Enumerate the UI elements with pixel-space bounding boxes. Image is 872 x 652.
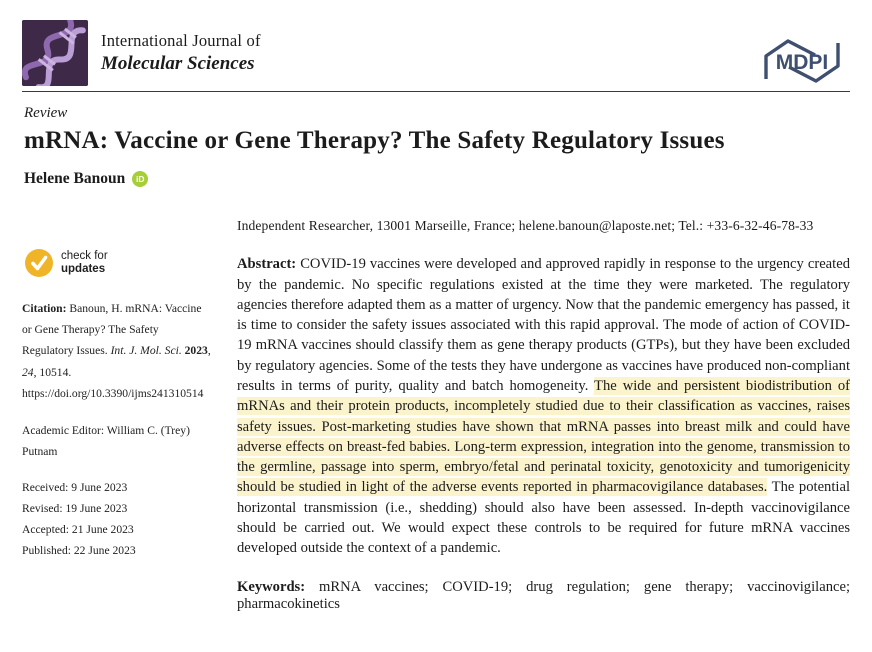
- abstract-text-highlighted: The wide and persistent biodistribution of mRNAs and their protein products, incompletely studied due to their classification as vaccines, raises safety issues. Post-marketing studies have shown that mRNA passes into breast milk and could have adverse effects on breast-fed babies. Long-term expression, integration into the genome, transmission to the germline, passage into sperm, embryo/fetal and perinatal toxicity, genotoxicity and tumorigenicity should be studied in light of the adverse events reported in pharmacovigilance databases.: [237, 377, 850, 496]
- received-date: Received: 9 June 2023: [22, 480, 128, 494]
- academic-editor-block: [22, 420, 213, 462]
- checkmark-icon: [24, 248, 54, 278]
- header-divider: [22, 91, 850, 92]
- journal-name-line2: Molecular Sciences: [101, 53, 255, 74]
- published-date: Published: 22 June 2023: [22, 544, 136, 558]
- mdpi-logo: [760, 38, 844, 84]
- keywords-text: mRNA vaccines; COVID-19; drug regulation; gene therapy; vaccinovigilance; pharmacokinetics: [237, 579, 850, 613]
- keywords-label: Keywords:: [237, 579, 320, 596]
- author-line: [24, 170, 850, 188]
- citation-text: Banoun, H. mRNA: Vaccine or Gene Therapy? The Safety Regulatory Issues.: [22, 302, 202, 358]
- citation-block: Citation: Banoun, H. mRNA: Vaccine or Gene Therapy? The Safety Regulatory Issues. Int. J. Mol. Sci. 2023, 24, 10514. https://doi.org/10.3390/ijms241310514: [22, 302, 211, 400]
- keywords-line: [237, 579, 850, 613]
- author-name: Helene Banoun: [24, 170, 126, 188]
- citation-pages: , 10514.: [33, 365, 72, 379]
- citation-doi-link[interactable]: https://doi.org/10.3390/ijms241310514: [22, 386, 204, 400]
- citation-label: Citation:: [22, 302, 70, 316]
- citation-year: 2023: [184, 344, 208, 358]
- journal-brand: [22, 20, 261, 86]
- content-columns: [22, 218, 850, 613]
- affiliation-line: Independent Researcher, 13001 Marseille, France; helene.banoun@laposte.net; Tel.: +33-6-32-46-78-33: [237, 218, 814, 234]
- svg-text:MDPI: MDPI: [775, 51, 829, 74]
- orcid-icon[interactable]: iD: [132, 171, 148, 187]
- citation-volume: 24: [22, 365, 34, 379]
- academic-editor-label: Academic Editor:: [22, 423, 107, 437]
- journal-header: [22, 20, 850, 86]
- academic-editor-name: William C. (Trey) Putnam: [22, 423, 190, 458]
- page-title: mRNA: Vaccine or Gene Therapy? The Safety Regulatory Issues: [24, 127, 725, 154]
- journal-name: [101, 31, 261, 75]
- abstract-text-plain-2: The potential horizontal transmission (i.e., shedding) should also have been assessed. In-depth vaccinovigilance should be carried out. We would expect these controls to be required for future mRNA vaccines developed outside the context of a pandemic.: [237, 479, 850, 557]
- check-for-updates-badge[interactable]: [24, 248, 108, 278]
- abstract-label: Abstract:: [237, 256, 301, 273]
- journal-name-line1: International Journal of: [101, 31, 261, 50]
- article-main-column: [237, 218, 850, 613]
- history-dates: [22, 477, 213, 561]
- abstract-paragraph: [237, 254, 850, 558]
- citation-journal: Int. J. Mol. Sci.: [110, 344, 185, 358]
- margin-sidebar: [22, 218, 213, 613]
- check-for-updates-label: check for updates: [61, 250, 108, 276]
- accepted-date: Accepted: 21 June 2023: [22, 523, 134, 537]
- article-type: Review: [24, 105, 68, 121]
- dna-logo-icon: [22, 20, 88, 86]
- revised-date: Revised: 19 June 2023: [22, 502, 128, 515]
- abstract-text-plain-1: COVID-19 vaccines were developed and approved rapidly in response to the urgency created by the pandemic. No specific regulations existed at the time they were marketed. The regulatory agencies therefore adapted them as a matter of urgency. Now that the pandemic emergency has passed, it is time to consider the safety issues associated with this rapid approval. The mode of action of COVID-19 mRNA vaccines should classify them as gene therapy products (GTPs), but they have been excluded by regulatory agencies. Some of the tests they have undergone as vaccines have produced non-compliant results in terms of purity, quality and batch homogeneity.: [237, 256, 850, 394]
